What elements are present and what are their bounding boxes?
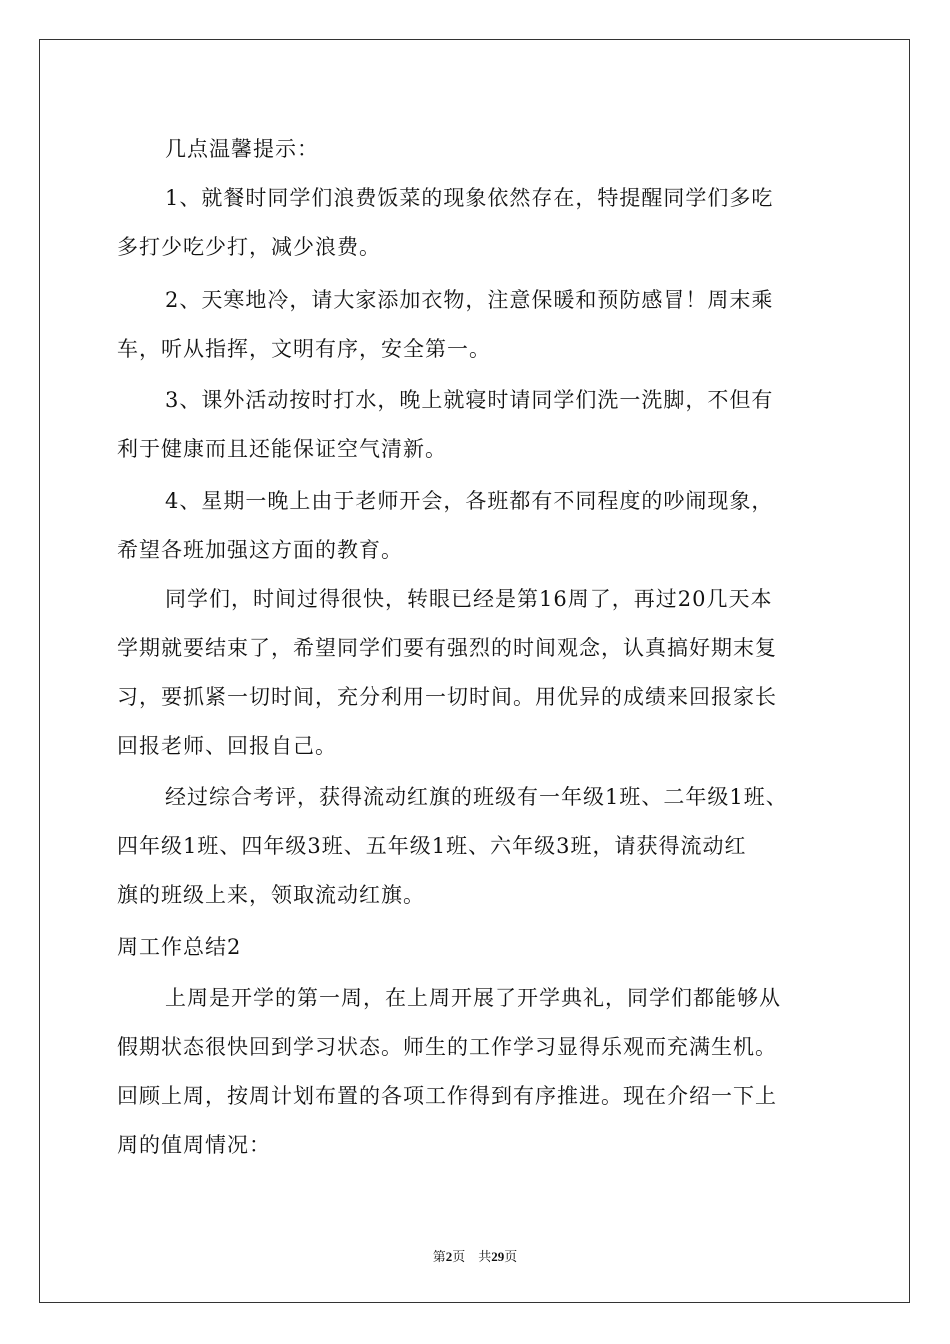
paragraph-line: 3、课外活动按时打水，晚上就寝时请同学们洗一洗脚，不但有 — [165, 388, 774, 412]
paragraph-line: 回报老师、回报自己。 — [117, 734, 337, 758]
paragraph-line: 学期就要结束了，希望同学们要有强烈的时间观念，认真搞好期末复 — [117, 636, 777, 660]
paragraph-line: 多打少吃少打，减少浪费。 — [117, 235, 381, 259]
paragraph-line: 四年级1班、四年级3班、五年级1班、六年级3班，请获得流动红 — [117, 834, 747, 858]
page-number-footer — [0, 1246, 950, 1265]
paragraph-line: 1、就餐时同学们浪费饭菜的现象依然存在，特提醒同学们多吃 — [165, 186, 774, 210]
paragraph-line: 2、天寒地冷，请大家添加衣物，注意保暖和预防感冒！周末乘 — [165, 288, 774, 312]
current-page-number: 2 — [445, 1249, 453, 1264]
paragraph-line: 回顾上周，按周计划布置的各项工作得到有序推进。现在介绍一下上 — [117, 1084, 777, 1108]
paragraph-line: 上周是开学的第一周，在上周开展了开学典礼，同学们都能够从 — [165, 986, 781, 1010]
paragraph-line: 车，听从指挥，文明有序，安全第一。 — [117, 337, 491, 361]
paragraph-line: 假期状态很快回到学习状态。师生的工作学习显得乐观而充满生机。 — [117, 1035, 777, 1059]
paragraph-line: 同学们，时间过得很快，转眼已经是第16周了，再过20几天本 — [165, 587, 773, 611]
paragraph-line: 希望各班加强这方面的教育。 — [117, 538, 403, 562]
paragraph-line: 周的值周情况： — [117, 1133, 271, 1157]
paragraph-line: 习，要抓紧一切时间，充分利用一切时间。用优异的成绩来回报家长 — [117, 685, 777, 709]
paragraph-tips-intro — [117, 125, 837, 174]
paragraph-tip-2 — [117, 276, 837, 374]
page-mid: 页 共 — [452, 1249, 492, 1264]
paragraph-red-flag — [117, 773, 837, 920]
total-page-number: 29 — [491, 1249, 505, 1264]
page-prefix: 第 — [432, 1249, 446, 1264]
paragraph-time-reminder — [117, 575, 837, 771]
section-heading: 周工作总结2 — [117, 935, 242, 959]
paragraph-week-summary — [117, 974, 837, 1170]
paragraph-line: 4、星期一晚上由于老师开会，各班都有不同程度的吵闹现象， — [165, 489, 774, 513]
paragraph-tip-1 — [117, 174, 837, 272]
paragraph-line: 旗的班级上来，领取流动红旗。 — [117, 883, 425, 907]
paragraph-tip-3 — [117, 376, 837, 474]
paragraph-line: 经过综合考评，获得流动红旗的班级有一年级1班、二年级1班、 — [165, 785, 788, 809]
page-suffix: 页 — [504, 1249, 518, 1264]
paragraph-line: 几点温馨提示： — [165, 137, 319, 161]
paragraph-tip-4 — [117, 477, 837, 575]
paragraph-line: 利于健康而且还能保证空气清新。 — [117, 437, 447, 461]
